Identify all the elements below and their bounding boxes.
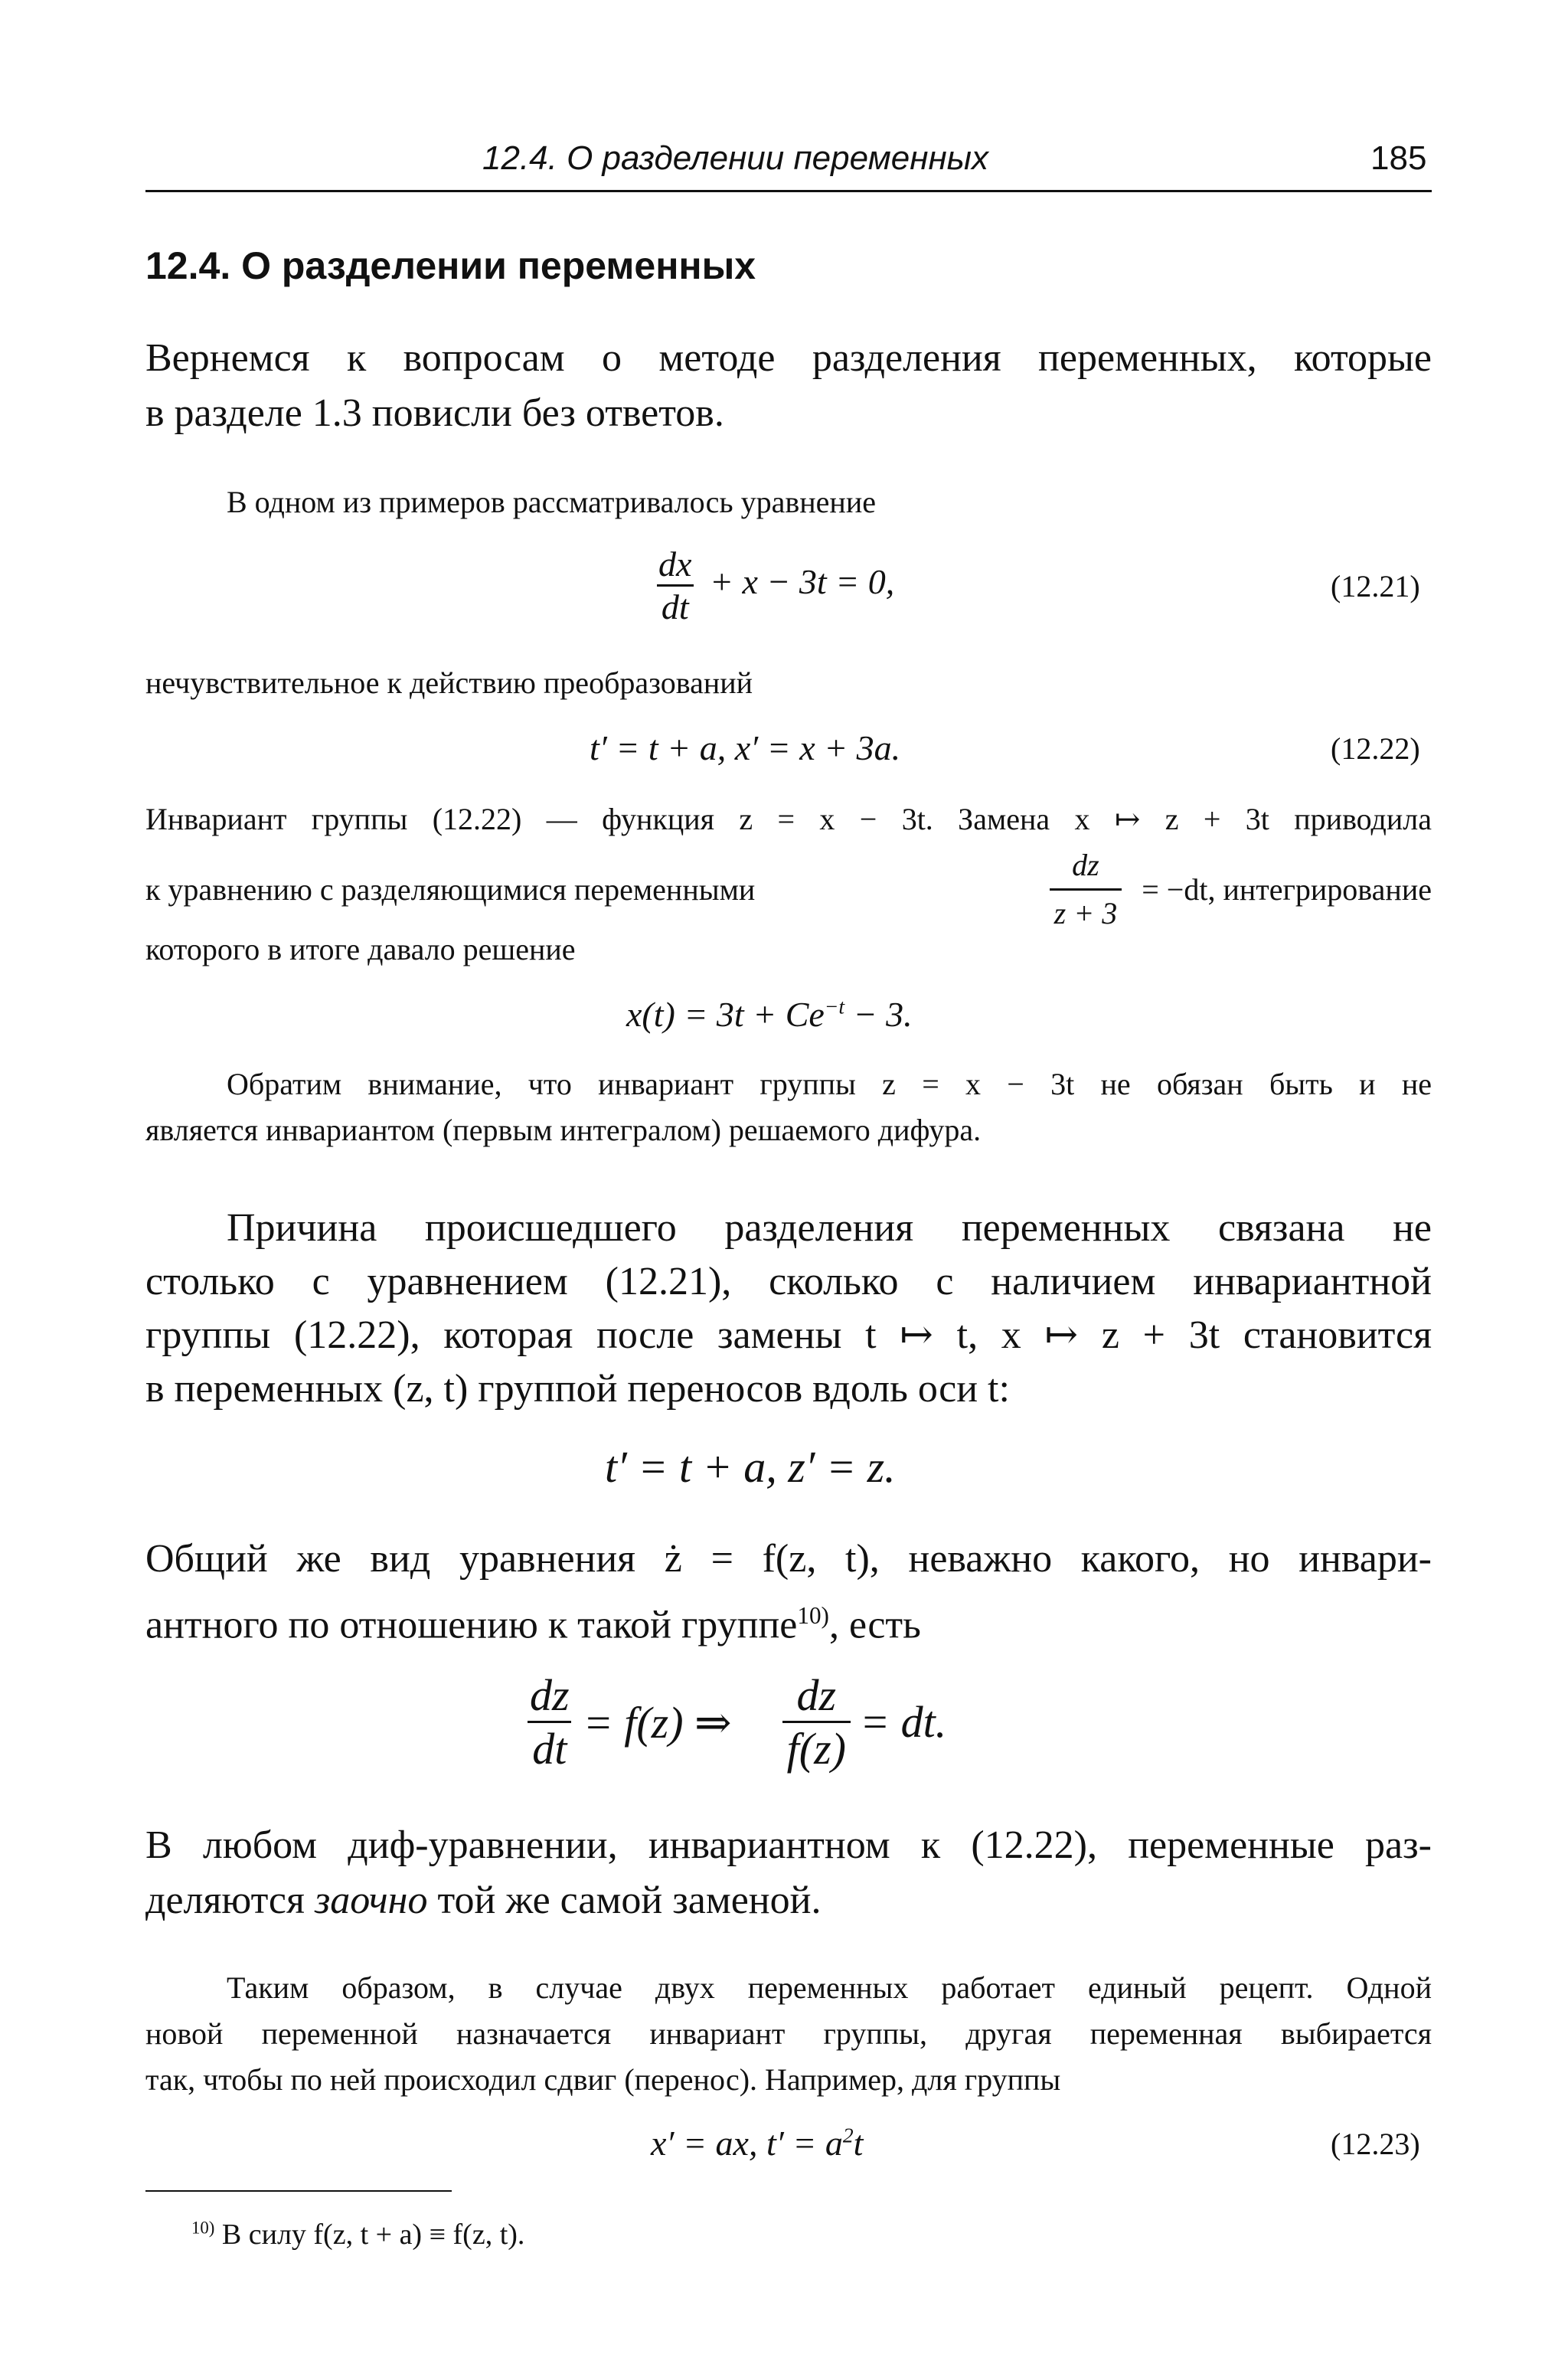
- small1-line-5: которого в итоге давало решение: [145, 932, 576, 966]
- intro-line-2: в разделе 1.3 повисли без ответов.: [145, 391, 724, 435]
- equation-number-12-21: (12.21): [1331, 569, 1420, 603]
- frac-num-dz: dz: [1072, 848, 1099, 882]
- fraction-dz-dt: [525, 1669, 574, 1774]
- page-number: 185: [1370, 139, 1427, 177]
- main-line-8-pre: деляются: [145, 1879, 315, 1922]
- section-heading: 12.4. О разделении переменных: [145, 244, 756, 287]
- footnote-ref-10: 10): [797, 1602, 829, 1629]
- solution-base: x(t) = 3t + Ce: [626, 995, 825, 1034]
- main-line-8-emphasis: заочно: [314, 1879, 428, 1922]
- equation-12-22: [590, 728, 900, 768]
- equation-number-12-23: (12.23): [1331, 2127, 1420, 2161]
- main-line-2: столько с уравнением (12.21), сколько с наличием инвариантной: [145, 1260, 1432, 1303]
- frac-den-fz: f(z): [786, 1724, 846, 1774]
- main-line-6-pre: антного по отношению к такой группе: [145, 1603, 798, 1647]
- small2-line-2: новой переменной назначается инвариант группы, другая переменная выбирается: [145, 2016, 1432, 2051]
- small2-line-1: Таким образом, в случае двух переменных работает единый рецепт. Одной: [227, 1970, 1432, 2005]
- note-line-2: является инвариантом (первым интегралом) решаемого дифура.: [145, 1113, 982, 1147]
- small1-line-2: нечувствительное к действию преобразований: [145, 665, 753, 700]
- equation-12-23: [651, 2123, 863, 2163]
- equation-translation-text: t′ = t + a, z′ = z.: [605, 1442, 896, 1492]
- frac-den-z3: z + 3: [1054, 896, 1118, 930]
- main-line-6: [145, 1588, 921, 1653]
- fraction-dz-z3: [1050, 842, 1122, 937]
- equation-translation: [605, 1441, 896, 1493]
- frac-num-dx: dx: [658, 544, 692, 584]
- equation-separation-tail: = dt.: [859, 1697, 947, 1747]
- frac-num-dz-2: dz: [530, 1670, 570, 1720]
- fraction-dz-fz: [782, 1669, 851, 1774]
- main-line-3: группы (12.22), которая после замены t ↦ t, x ↦ z + 3t становится: [145, 1313, 1432, 1357]
- equation-12-21-tail: + x − 3t = 0,: [709, 562, 895, 602]
- equation-12-21: [649, 544, 894, 627]
- equation-separation-mid: = f(z) ⇒: [583, 1697, 732, 1748]
- frac-num-dz-3: dz: [796, 1670, 837, 1720]
- small1-line-1: В одном из примеров рассматривалось уравнение: [227, 485, 876, 519]
- small1-line-3: Инвариант группы (12.22) — функция z = x − 3t. Замена x ↦ z + 3t приводила: [145, 802, 1432, 836]
- frac-den-dt-2: dt: [532, 1724, 567, 1774]
- small1-line-4: [145, 842, 1432, 937]
- small1-line-4-pre: к уравнению с разделяющимися переменными: [145, 871, 756, 907]
- equation-separation: [521, 1669, 946, 1774]
- main-line-6-post: , есть: [828, 1603, 921, 1647]
- solution-tail: − 3.: [844, 995, 913, 1034]
- eq6-tail: t: [853, 2124, 864, 2163]
- main-line-5: Общий же вид уравнения ż = f(z, t), неважно какого, но инвари-: [145, 1537, 1432, 1581]
- solution-exponent: −t: [824, 994, 845, 1019]
- equation-12-22-text: t′ = t + a, x′ = x + 3a.: [590, 728, 901, 767]
- main-line-4: в переменных (z, t) группой переносов вдоль оси t:: [145, 1367, 1010, 1411]
- header-rule: [145, 190, 1432, 192]
- intro-line-1: Вернемся к вопросам о методе разделения переменных, которые: [145, 336, 1432, 380]
- main-line-1: Причина происшедшего разделения переменных связана не: [227, 1206, 1432, 1250]
- footnote-10: [191, 2218, 524, 2251]
- main-line-8: [145, 1873, 821, 1928]
- running-header-title: 12.4. О разделении переменных: [482, 139, 989, 177]
- eq6-base: x′ = ax, t′ = a: [651, 2124, 843, 2163]
- main-line-7: В любом диф-уравнении, инвариантном к (12.22), переменные раз-: [145, 1823, 1432, 1867]
- equation-number-12-22: (12.22): [1331, 731, 1420, 766]
- small1-line-4-post: = −dt, интегрирование: [1142, 871, 1432, 907]
- fraction-dx-dt: [654, 544, 696, 627]
- footnote-text: В силу f(z, t + a) ≡ f(z, t).: [214, 2219, 525, 2251]
- footnote-rule: [145, 2190, 452, 2192]
- note-line-1: Обратим внимание, что инвариант группы z = x − 3t не обязан быть и не: [227, 1067, 1432, 1101]
- main-line-8-post: той же самой заменой.: [427, 1879, 822, 1922]
- small2-line-3: так, чтобы по ней происходил сдвиг (перенос). Например, для группы: [145, 2062, 1061, 2097]
- footnote-mark: 10): [191, 2218, 215, 2238]
- frac-den-dt: dt: [661, 587, 689, 626]
- equation-solution: [626, 994, 913, 1035]
- eq6-exponent: 2: [842, 2123, 854, 2147]
